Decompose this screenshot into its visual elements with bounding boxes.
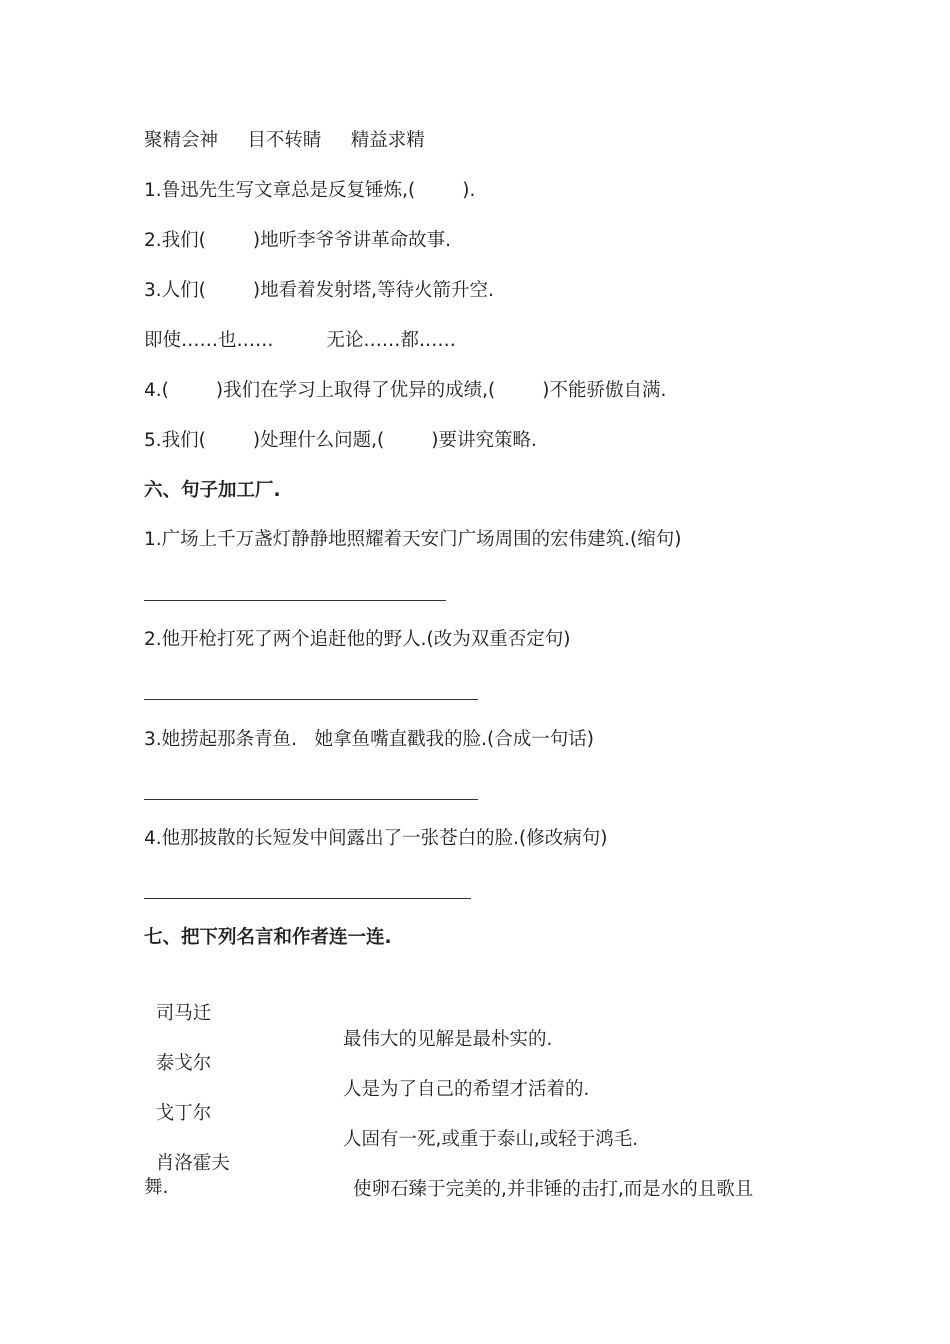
question-5-1: 1.鲁迅先生写文章总是反复锤炼,( ). [144,180,476,201]
match-row-4 [144,1125,824,1203]
question-6-1: 1.广场上千万盏灯静静地照耀着天安门广场周围的宏伟建筑.(缩句) [144,529,682,550]
idiom-options-row: 聚精会神 目不转睛 精益求精 [144,130,425,151]
question-5-3: 3.人们( )地看着发射塔,等待火箭升空. [144,280,494,301]
author-3: 戈丁尔 [155,1103,212,1124]
author-1: 司马迁 [155,1003,212,1024]
question-5-5: 5.我们( )处理什么问题,( )要讲究策略. [144,430,537,451]
question-6-3: 3.她捞起那条青鱼. 她拿鱼嘴直戳我的脸.(合成一句话) [144,729,594,750]
section-7-title: 七、把下列名言和作者连一连. [144,927,392,948]
quote-4-continuation: 舞. [144,1177,169,1198]
quote-3: 人固有一死,或重于泰山,或轻于鸿毛. [343,1129,639,1150]
answer-line-6-3 [144,799,478,800]
conjunction-options-row: 即使……也…… 无论……都…… [144,330,456,351]
quote-2: 人是为了自己的希望才活着的. [343,1079,590,1100]
question-6-4: 4.他那披散的长短发中间露出了一张苍白的脸.(修改病句) [144,828,608,849]
answer-line-6-2 [144,699,478,700]
quote-4: 使卵石臻于完美的,并非锤的击打,而是水的且歌且 [353,1179,754,1200]
question-5-2: 2.我们( )地听李爷爷讲革命故事. [144,230,452,251]
author-2: 泰戈尔 [155,1053,212,1074]
section-6-title: 六、句子加工厂. [144,480,281,501]
answer-line-6-1 [144,600,446,601]
question-6-2: 2.他开枪打死了两个追赶他的野人.(改为双重否定句) [144,629,571,650]
quote-1: 最伟大的见解是最朴实的. [343,1029,553,1050]
author-4: 肖洛霍夫 [155,1153,230,1174]
answer-line-6-4 [144,898,471,899]
question-5-4: 4.( )我们在学习上取得了优异的成绩,( )不能骄傲自满. [144,380,667,401]
